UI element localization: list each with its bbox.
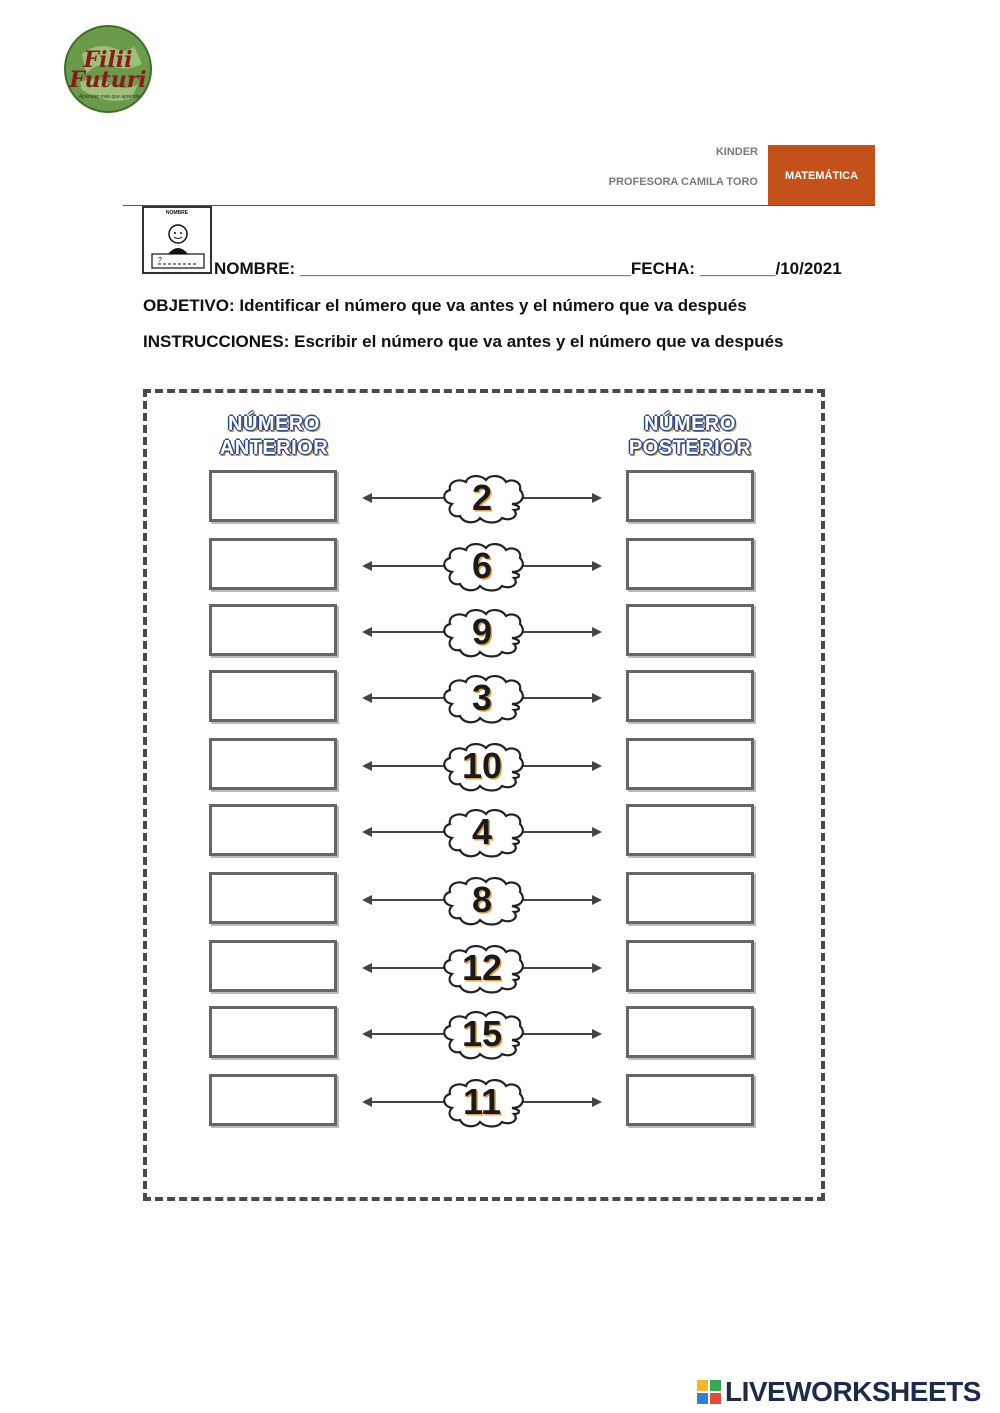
next-number-box[interactable] bbox=[626, 1074, 754, 1126]
next-number-heading bbox=[604, 412, 776, 460]
logo-line-2: Futuri bbox=[69, 67, 147, 93]
exercise-row bbox=[0, 604, 1000, 660]
previous-heading-line-2: ANTERIOR bbox=[219, 437, 329, 459]
given-number: 15 bbox=[461, 1013, 503, 1054]
exercise-row bbox=[0, 872, 1000, 928]
next-number-box[interactable] bbox=[626, 1006, 754, 1058]
given-number: 6 bbox=[471, 545, 493, 586]
given-number: 3 bbox=[471, 677, 493, 718]
given-number: 12 bbox=[461, 947, 503, 988]
logo-text bbox=[62, 47, 154, 93]
student-fields bbox=[214, 259, 842, 279]
exercise-row bbox=[0, 670, 1000, 726]
previous-number-box[interactable] bbox=[209, 872, 337, 924]
next-number-box[interactable] bbox=[626, 604, 754, 656]
previous-number-box[interactable] bbox=[209, 670, 337, 722]
student-name-icon bbox=[142, 206, 212, 274]
previous-number-box[interactable] bbox=[209, 538, 337, 590]
previous-number-box[interactable] bbox=[209, 1006, 337, 1058]
next-heading-line-2: POSTERIOR bbox=[628, 437, 752, 459]
previous-heading-line-1: NÚMERO bbox=[228, 413, 320, 435]
previous-number-box[interactable] bbox=[209, 940, 337, 992]
next-number-box[interactable] bbox=[626, 470, 754, 522]
next-number-box[interactable] bbox=[626, 670, 754, 722]
name-icon-caption: NOMBRE bbox=[165, 210, 189, 216]
given-number: 10 bbox=[461, 745, 503, 786]
previous-number-box[interactable] bbox=[209, 1074, 337, 1126]
logo-line-1: Filii bbox=[83, 47, 133, 73]
exercise-row bbox=[0, 538, 1000, 594]
brand-square bbox=[710, 1380, 721, 1391]
student-figure-icon bbox=[144, 208, 210, 272]
brand-square bbox=[697, 1380, 708, 1391]
name-label: NOMBRE: bbox=[214, 259, 300, 278]
next-number-box[interactable] bbox=[626, 738, 754, 790]
exercise-row bbox=[0, 738, 1000, 794]
brand-text: LIVEWORKSHEETS bbox=[725, 1376, 981, 1407]
date-blank[interactable]: ________ bbox=[699, 259, 776, 278]
previous-number-box[interactable] bbox=[209, 470, 337, 522]
exercise-row bbox=[0, 804, 1000, 860]
teacher-label: PROFESORA CAMILA TORO bbox=[608, 176, 758, 188]
next-number-box[interactable] bbox=[626, 804, 754, 856]
logo-tagline: Aprender más que aprender bbox=[78, 94, 142, 100]
brand-squares-icon bbox=[697, 1380, 721, 1404]
grade-label: KINDER bbox=[715, 146, 758, 158]
given-number: 2 bbox=[471, 477, 493, 518]
next-number-box[interactable] bbox=[626, 940, 754, 992]
header-divider bbox=[123, 205, 875, 206]
name-blank[interactable]: ___________________________________ bbox=[299, 259, 631, 278]
given-number: 4 bbox=[471, 811, 493, 852]
previous-number-box[interactable] bbox=[209, 604, 337, 656]
given-number: 9 bbox=[471, 611, 493, 652]
exercise-row bbox=[0, 470, 1000, 526]
subject-badge: MATEMÁTICA bbox=[768, 145, 875, 206]
brand-square bbox=[697, 1393, 708, 1404]
exercise-row bbox=[0, 1074, 1000, 1130]
exercise-row bbox=[0, 1006, 1000, 1062]
next-heading-line-1: NÚMERO bbox=[644, 413, 736, 435]
previous-number-heading bbox=[196, 412, 352, 460]
liveworksheets-brand bbox=[697, 1376, 981, 1408]
next-number-box[interactable] bbox=[626, 538, 754, 590]
instructions-text: INSTRUCCIONES: Escribir el número que va antes y el número que va después bbox=[143, 332, 784, 351]
date-suffix: /10/2021 bbox=[775, 259, 842, 278]
brand-square bbox=[710, 1393, 721, 1404]
previous-number-box[interactable] bbox=[209, 738, 337, 790]
exercise-row bbox=[0, 940, 1000, 996]
school-logo bbox=[62, 24, 154, 114]
previous-number-box[interactable] bbox=[209, 804, 337, 856]
date-label: FECHA: bbox=[630, 259, 700, 278]
given-number: 11 bbox=[462, 1081, 502, 1122]
svg-text:?: ? bbox=[158, 257, 162, 264]
given-number: 8 bbox=[471, 879, 493, 920]
next-number-box[interactable] bbox=[626, 872, 754, 924]
objective-text: OBJETIVO: Identificar el número que va antes y el número que va después bbox=[143, 296, 747, 315]
